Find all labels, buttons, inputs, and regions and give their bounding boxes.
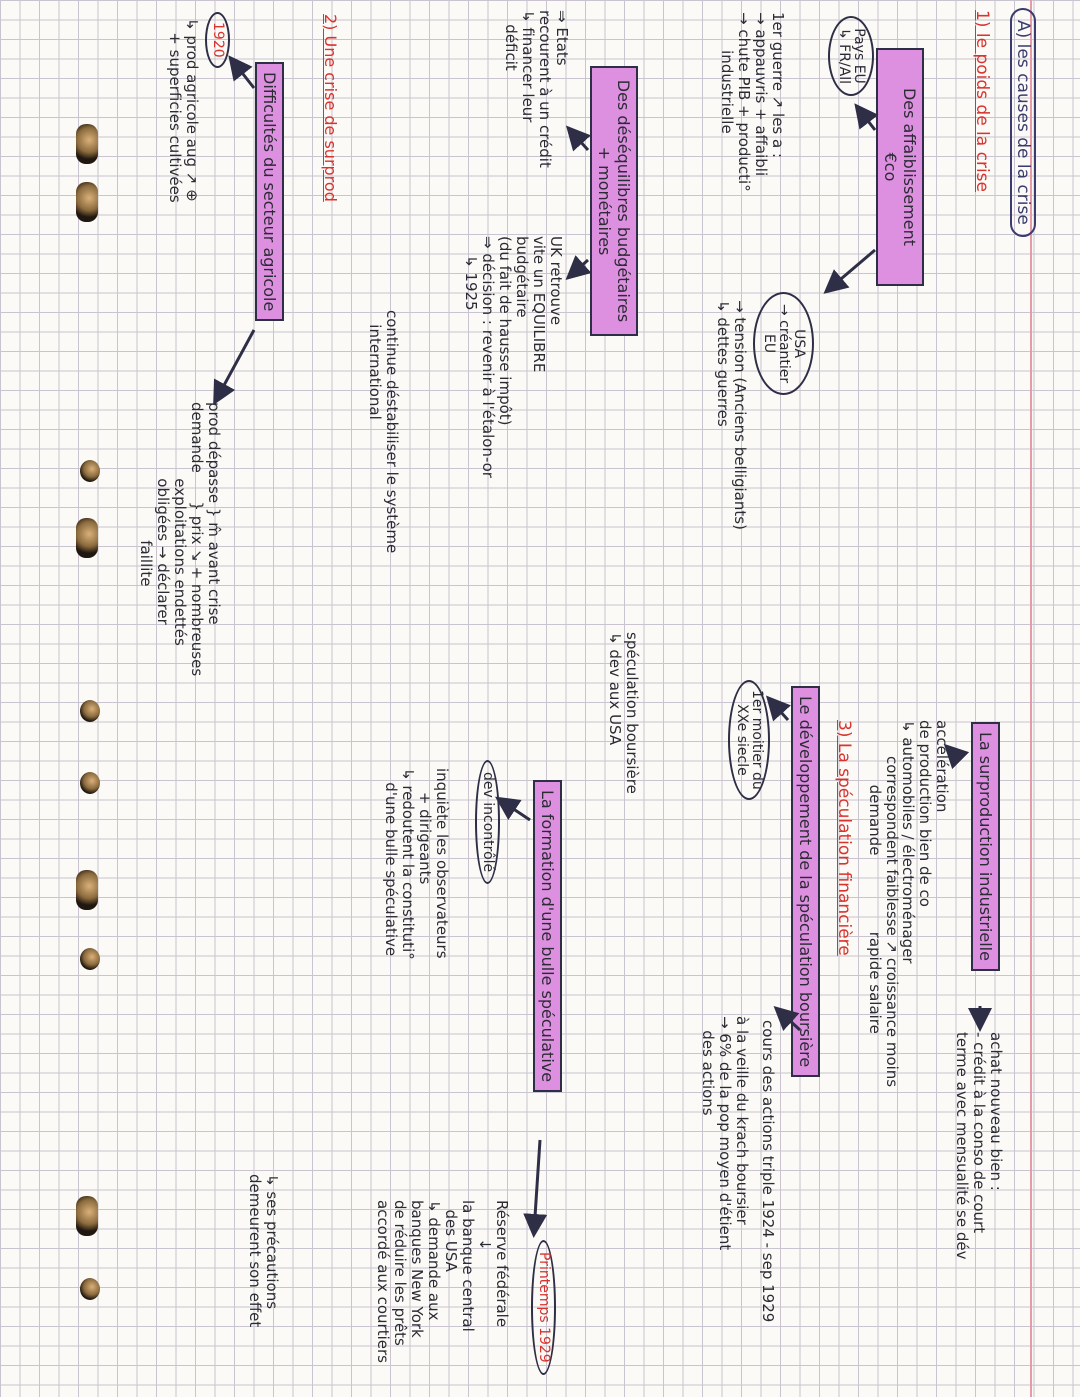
box-desequilibres: Des déséquilibres budgétaires + monétaires [590,66,638,336]
section-heading-2: 2) Une crise de surprod [321,14,340,202]
arrow [232,60,254,88]
arrow [216,330,254,400]
box-agricole: Difficultés du secteur agricole [255,62,284,321]
guerre-text: 1er guerre ↗ les a : → appauvris + affaibli → chute PIB + producti° industrielle [718,12,787,192]
section-heading-3: 3) La spéculation financière [834,720,854,956]
oval-dev-incontrole: dev incontrôlé [475,760,500,884]
arrow [534,1140,540,1232]
oval-moitie-siecle: 1er moitier du XXe siecle [728,680,770,800]
inquiete-text: inquiète les observateurs + dirigeants ↳ redoutent la constituti° d'une bulle spéculative [382,768,451,960]
oval-1920: 1920 [205,12,230,68]
usa-text: → tension (Anciens belligiants) ↳ dettes guerres [714,300,749,530]
oval-printemps: Printemps 1929 [531,1240,556,1375]
arrow [770,700,788,720]
box-surproduction: La surproduction industrielle [971,722,1000,971]
arrow [500,800,530,820]
precautions-text: ↳ ses précautions demeurent son effet [246,1174,281,1328]
page-title: A) les causes de la crise [1010,8,1036,237]
arrow [828,250,875,290]
arrow [858,108,875,130]
arrow [778,1010,800,1030]
acceleration-text: accélération de production bien de co ↳ automobiles / électroménager [899,720,951,964]
oval-usa: USA → créantier EU [753,292,814,395]
arrow [570,130,588,150]
box-developpement: Le développement de la spéculation boursière [791,686,820,1077]
etats-text: ⇒ Etats recourent à un crédit ↳ financer leur déficit [502,10,571,168]
box-formation: La formation d'une bulle spéculative [533,780,562,1092]
prod-text: ↳ prod agricole aug ↗ ⊕ + superficies cultivées [166,18,201,203]
reserve-text: Réserve fédérale ↓ la banque central des USA ↳ demande aux banques New York de réduire les prêts accordé aux courtiers [374,1200,511,1363]
arrow [570,260,588,276]
correspondent-text: correspondent faiblesse ↗ croissance moins demande rapide salaire [866,756,901,1088]
achat-text: achat nouveau bien : - crédit à la conso de court terme avec mensualité se dév [953,1032,1005,1260]
section-heading-1: 1) le poids de la crise [972,10,992,192]
arrow [948,748,960,760]
uk-text: UK retrouve vite un EQUILIBRE budgétaire (du fait de hausse impôt) ⇒ décision : revenir à l'étalon-or ↳ 1925 [462,236,565,478]
prod-depasse-text: prod dépasse } m̂ avant crise demande } prix ↘ + nombreuses exploitations endettés obligées → déclarer faillite [137,402,223,677]
cours-text: cours des actions triple 1924 - sep 1929 [759,1020,777,1323]
oval-pays-eu: Pays EU ↳ FR/All [828,16,874,96]
speculation-text: spéculation boursière ↳ dev aux USA [606,632,641,794]
box-affaiblissement: Des affaiblissement €co [876,48,924,286]
continue-text: continue déstabiliser le système international [366,310,401,554]
veille-text: à la veille du krach boursier → 6% de la pop moyen d'étient des actions [699,1016,751,1251]
